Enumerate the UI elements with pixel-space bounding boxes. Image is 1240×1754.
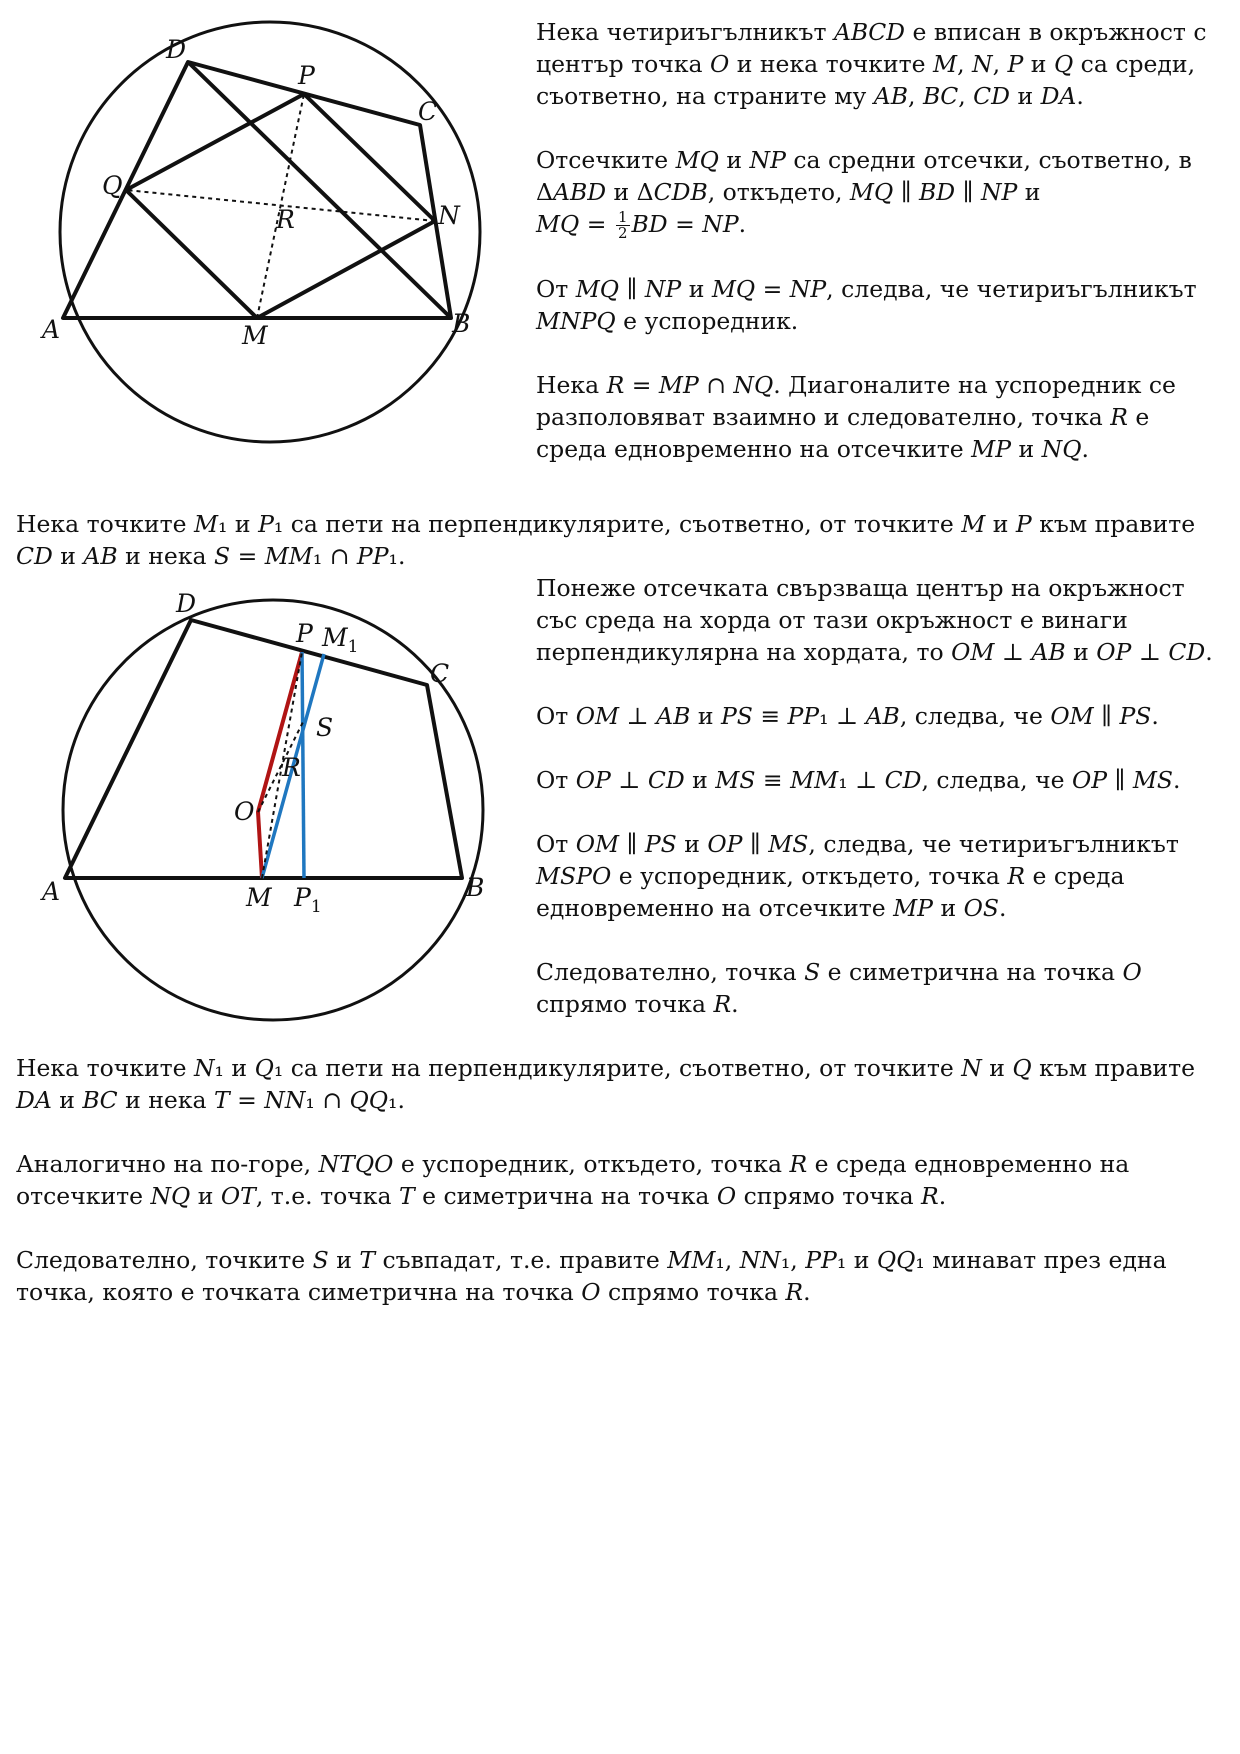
quadrilateral-abcd xyxy=(65,620,462,878)
text-column-2 xyxy=(536,572,1226,1020)
paragraph: Нека четириъгълникът 𝐴𝐵𝐶𝐷 е вписан в окръжност с център точка 𝑂 и нека точките 𝑀, 𝑁, 𝑃 и 𝑄 са среди, съответно, на страните му 𝐴𝐵, 𝐵𝐶, 𝐶𝐷 и 𝐷𝐴. xyxy=(536,18,1207,110)
text-line: Отсечките 𝑀𝑄 и 𝑁𝑃 са средни отсечки, съответно, в xyxy=(536,146,1192,174)
label-n: N xyxy=(438,201,460,230)
paragraph: От 𝑂𝑀 ∥ 𝑃𝑆 и 𝑂𝑃 ∥ 𝑀𝑆, следва, че четириъгълникът 𝑀𝑆𝑃𝑂 е успоредник, откъдето, точка 𝑅 е среда едновременно на отсечките 𝑀𝑃 и 𝑂𝑆. xyxy=(536,830,1179,922)
line-pp1 xyxy=(302,652,304,878)
paragraph: Аналогично на по-горе, 𝑁𝑇𝑄𝑂 е успоредник, откъдето, точка 𝑅 е среда едновременно на отсечките 𝑁𝑄 и 𝑂𝑇, т.е. точка 𝑇 е симетрична на точка 𝑂 спрямо точка 𝑅. xyxy=(16,1150,1130,1210)
text-column-1 xyxy=(536,16,1226,465)
label-s: S xyxy=(316,713,334,742)
fraction-denominator: 2 xyxy=(617,224,628,242)
fraction-half xyxy=(616,210,630,241)
label-m1 xyxy=(321,623,358,657)
figure-2 xyxy=(20,580,520,1030)
math-text: 𝑀𝑄 = xyxy=(536,210,607,238)
paragraph: Нека 𝑅 = 𝑀𝑃 ∩ 𝑁𝑄. Диагоналите на успоредник се разполовяват взаимно и следователно, точка 𝑅 е среда едновременно на отсечките 𝑀𝑃 и 𝑁𝑄. xyxy=(536,371,1176,463)
label-m1-sub: 1 xyxy=(347,637,359,657)
paragraph: От 𝑂𝑀 ⊥ 𝐴𝐵 и 𝑃𝑆 ≡ 𝑃𝑃₁ ⊥ 𝐴𝐵, следва, че 𝑂𝑀 ∥ 𝑃𝑆. xyxy=(536,702,1159,730)
label-a: A xyxy=(42,877,61,906)
label-q: Q xyxy=(102,171,123,200)
label-p1-sub: 1 xyxy=(310,897,322,917)
label-b: B xyxy=(452,309,471,338)
label-c: C xyxy=(430,659,450,688)
paragraph: Нека точките 𝑁₁ и 𝑄₁ са пети на перпендикулярите, съответно, от точките 𝑁 и 𝑄 към правите 𝐷𝐴 и 𝐵𝐶 и нека 𝑇 = 𝑁𝑁₁ ∩ 𝑄𝑄₁. xyxy=(16,1054,1196,1114)
paragraph: От 𝑂𝑃 ⊥ 𝐶𝐷 и 𝑀𝑆 ≡ 𝑀𝑀₁ ⊥ 𝐶𝐷, следва, че 𝑂𝑃 ∥ 𝑀𝑆. xyxy=(536,766,1181,794)
label-m1-main: M xyxy=(322,623,348,652)
paragraph: Следователно, точка 𝑆 е симетрична на точка 𝑂 спрямо точка 𝑅. xyxy=(536,958,1142,1018)
paragraph: Следователно, точките 𝑆 и 𝑇 съвпадат, т.е. правите 𝑀𝑀₁, 𝑁𝑁₁, 𝑃𝑃₁ и 𝑄𝑄₁ минават през една точка, която е точката симетрична на точка 𝑂 спрямо точка 𝑅. xyxy=(16,1246,1167,1306)
text-full-width-1 xyxy=(16,508,1226,572)
diagonal-db xyxy=(188,62,451,318)
fraction-numerator: 1 xyxy=(617,208,628,226)
text-full-width-2 xyxy=(16,1052,1226,1308)
math-equation xyxy=(536,208,747,242)
paragraph-midsegments xyxy=(536,144,1226,241)
paragraph: Понеже отсечката свързваща център на окръжност със среда на хорда от тази окръжност е винаги перпендикулярна на хордата, то 𝑂𝑀 ⊥ 𝐴𝐵 и 𝑂𝑃 ⊥ 𝐶𝐷. xyxy=(536,574,1213,666)
label-m: M xyxy=(246,883,272,912)
figure-1 xyxy=(20,20,520,460)
label-d: D xyxy=(176,589,197,618)
math-text: 𝐵𝐷 = 𝑁𝑃. xyxy=(631,210,747,238)
label-b: B xyxy=(466,873,485,902)
figure-2-svg xyxy=(20,580,520,1030)
circumcircle xyxy=(63,600,483,1020)
label-o: O xyxy=(234,797,255,826)
text-line: Δ𝐴𝐵𝐷 и Δ𝐶𝐷𝐵, откъдето, 𝑀𝑄 ∥ 𝐵𝐷 ∥ 𝑁𝑃 и xyxy=(536,178,1041,206)
label-r: R xyxy=(282,753,301,782)
paragraph: Нека точките 𝑀₁ и 𝑃₁ са пети на перпендикулярите, съответно, от точките 𝑀 и 𝑃 към правите 𝐶𝐷 и 𝐴𝐵 и нека 𝑆 = 𝑀𝑀₁ ∩ 𝑃𝑃₁. xyxy=(16,510,1196,570)
label-p: P xyxy=(296,619,313,648)
label-m: M xyxy=(242,321,268,350)
label-a: A xyxy=(42,315,61,344)
paragraph: От 𝑀𝑄 ∥ 𝑁𝑃 и 𝑀𝑄 = 𝑁𝑃, следва, че четириъгълникът 𝑀𝑁𝑃𝑄 е успоредник. xyxy=(536,275,1197,335)
label-r: R xyxy=(276,205,295,234)
label-p1 xyxy=(293,883,322,917)
label-c: C xyxy=(418,97,438,126)
label-p1-main: P xyxy=(294,883,311,912)
label-d: D xyxy=(166,35,187,64)
figure-1-svg xyxy=(20,20,520,460)
label-p: P xyxy=(298,61,315,90)
